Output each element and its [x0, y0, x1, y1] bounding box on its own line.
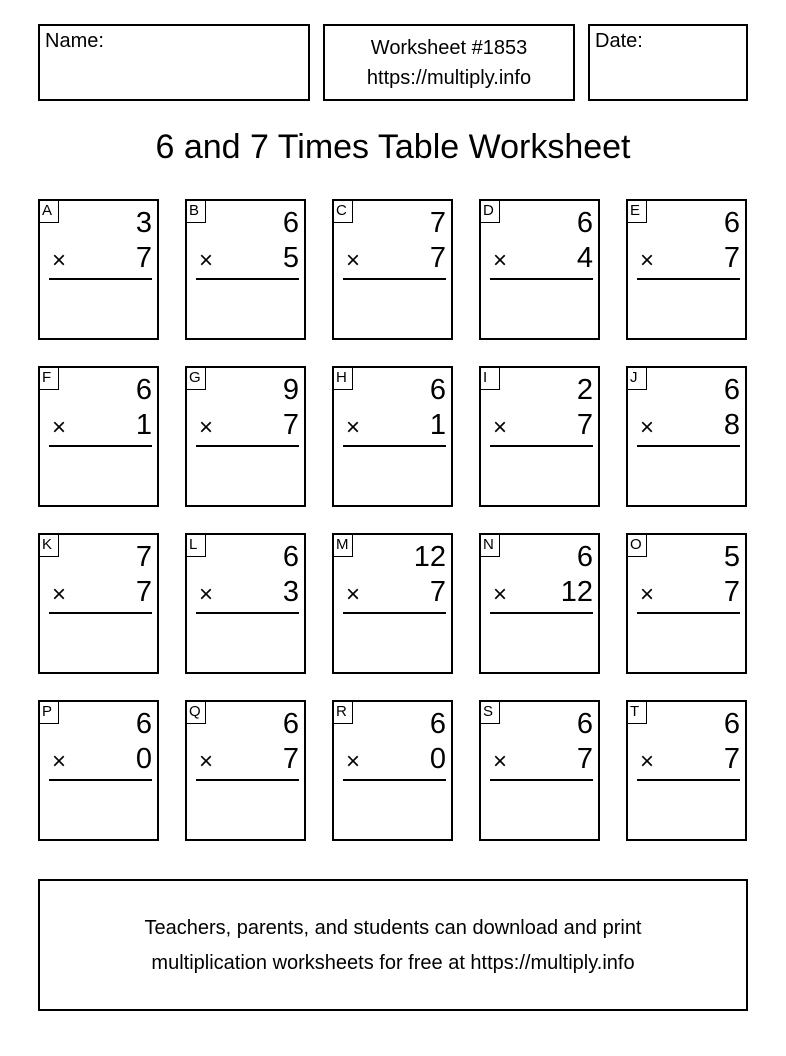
problem-box [332, 533, 453, 674]
page-title: 6 and 7 Times Table Worksheet [155, 128, 631, 166]
problem-box [38, 700, 159, 841]
multiplier: 12 [560, 576, 593, 608]
problem-box [38, 366, 159, 507]
times-sign: × [640, 581, 655, 608]
multiplier: 7 [282, 743, 299, 775]
multiplicand: 6 [723, 374, 740, 406]
problem-letter: R [334, 702, 353, 724]
answer-line [196, 278, 299, 280]
times-sign: × [493, 247, 508, 274]
problem-box [626, 199, 747, 340]
multiplicand: 6 [429, 374, 446, 406]
problem-box [626, 533, 747, 674]
problem-letter: J [628, 368, 647, 390]
answer-line [490, 779, 593, 781]
answer-line [49, 612, 152, 614]
problem-box [479, 700, 600, 841]
answer-line [196, 612, 299, 614]
times-sign: × [640, 414, 655, 441]
times-sign: × [346, 414, 361, 441]
problem-box [38, 533, 159, 674]
multiplicand: 6 [135, 708, 152, 740]
problem-letter: C [334, 201, 353, 223]
answer-line [637, 278, 740, 280]
multiplier: 0 [135, 743, 152, 775]
problem-letter: G [187, 368, 206, 390]
multiplier: 0 [429, 743, 446, 775]
times-sign: × [346, 247, 361, 274]
multiplier: 7 [429, 242, 446, 274]
problem-box [479, 533, 600, 674]
answer-line [49, 445, 152, 447]
date-label: Date: [595, 30, 643, 52]
answer-line [49, 779, 152, 781]
answer-line [343, 612, 446, 614]
problem-box [38, 199, 159, 340]
answer-line [637, 612, 740, 614]
times-sign: × [52, 414, 67, 441]
multiplier: 1 [135, 409, 152, 441]
problem-letter: H [334, 368, 353, 390]
problem-box [626, 700, 747, 841]
times-sign: × [52, 748, 67, 775]
answer-line [196, 779, 299, 781]
problem-box [332, 366, 453, 507]
worksheet-url: https://multiply.info [366, 67, 532, 89]
problem-letter: E [628, 201, 647, 223]
multiplicand: 6 [135, 374, 152, 406]
times-sign: × [493, 414, 508, 441]
times-sign: × [199, 581, 214, 608]
problem-box [332, 700, 453, 841]
multiplicand: 6 [723, 207, 740, 239]
multiplier: 7 [576, 409, 593, 441]
problem-letter: S [481, 702, 500, 724]
answer-line [637, 445, 740, 447]
multiplier: 7 [723, 743, 740, 775]
problem-letter: P [40, 702, 59, 724]
multiplicand: 6 [282, 207, 299, 239]
multiplier: 8 [723, 409, 740, 441]
name-field-box [38, 24, 310, 101]
problem-box [332, 199, 453, 340]
name-label: Name: [45, 30, 104, 52]
multiplier: 7 [576, 743, 593, 775]
times-sign: × [346, 581, 361, 608]
multiplier: 5 [282, 242, 299, 274]
multiplier: 7 [723, 242, 740, 274]
multiplicand: 7 [429, 207, 446, 239]
times-sign: × [199, 414, 214, 441]
answer-line [49, 278, 152, 280]
multiplier: 4 [576, 242, 593, 274]
multiplicand: 3 [135, 207, 152, 239]
problem-letter: D [481, 201, 500, 223]
multiplier: 7 [282, 409, 299, 441]
multiplicand: 6 [576, 541, 593, 573]
problem-box [479, 366, 600, 507]
multiplicand: 2 [576, 374, 593, 406]
answer-line [490, 612, 593, 614]
footer-line-1: Teachers, parents, and students can download and print [144, 917, 642, 939]
answer-line [196, 445, 299, 447]
answer-line [490, 445, 593, 447]
times-sign: × [346, 748, 361, 775]
problem-letter: B [187, 201, 206, 223]
problem-letter: N [481, 535, 500, 557]
worksheet-info-box [323, 24, 575, 101]
answer-line [343, 779, 446, 781]
multiplicand: 6 [576, 207, 593, 239]
multiplicand: 6 [429, 708, 446, 740]
problem-letter: M [334, 535, 353, 557]
problem-box [185, 700, 306, 841]
times-sign: × [640, 748, 655, 775]
problem-letter: T [628, 702, 647, 724]
times-sign: × [199, 247, 214, 274]
problem-box [479, 199, 600, 340]
date-field-box [588, 24, 748, 101]
multiplier: 7 [135, 576, 152, 608]
multiplier: 1 [429, 409, 446, 441]
problem-letter: I [481, 368, 500, 390]
worksheet-number: Worksheet #1853 [370, 37, 528, 59]
multiplier: 7 [723, 576, 740, 608]
multiplier: 7 [135, 242, 152, 274]
answer-line [343, 445, 446, 447]
multiplicand: 7 [135, 541, 152, 573]
times-sign: × [640, 247, 655, 274]
problem-letter: A [40, 201, 59, 223]
answer-line [490, 278, 593, 280]
multiplicand: 6 [576, 708, 593, 740]
multiplier: 3 [282, 576, 299, 608]
times-sign: × [52, 581, 67, 608]
times-sign: × [199, 748, 214, 775]
multiplicand: 5 [723, 541, 740, 573]
footer-line-2: multiplication worksheets for free at https://multiply.info [151, 952, 635, 974]
problem-box [185, 366, 306, 507]
multiplicand: 12 [413, 541, 446, 573]
footer-box [38, 879, 748, 1011]
problem-box [185, 199, 306, 340]
problem-letter: Q [187, 702, 206, 724]
multiplicand: 6 [282, 541, 299, 573]
problem-letter: F [40, 368, 59, 390]
problem-letter: L [187, 535, 206, 557]
problem-letter: K [40, 535, 59, 557]
multiplicand: 6 [723, 708, 740, 740]
times-sign: × [52, 247, 67, 274]
times-sign: × [493, 748, 508, 775]
multiplicand: 9 [282, 374, 299, 406]
problem-box [626, 366, 747, 507]
times-sign: × [493, 581, 508, 608]
answer-line [343, 278, 446, 280]
answer-line [637, 779, 740, 781]
problem-letter: O [628, 535, 647, 557]
multiplier: 7 [429, 576, 446, 608]
multiplicand: 6 [282, 708, 299, 740]
problem-box [185, 533, 306, 674]
